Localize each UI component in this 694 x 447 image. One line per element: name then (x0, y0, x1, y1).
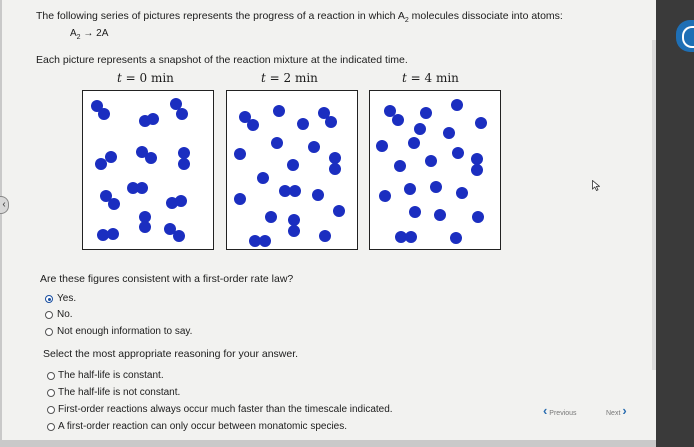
option-half-life-constant-label[interactable]: The half-life is constant. (58, 370, 164, 381)
next-button[interactable]: Next › (606, 403, 627, 418)
option-no-label[interactable]: No. (57, 309, 73, 320)
right-gutter (656, 0, 694, 447)
snapshot-note: Each picture represents a snapshot of the reaction mixture at the indicated time. (36, 54, 408, 66)
option-not-enough-info-label[interactable]: Not enough information to say. (57, 326, 193, 337)
time-label-0: t = 0 min (117, 71, 174, 85)
radio-no[interactable] (45, 311, 53, 319)
arc-icon (682, 26, 694, 48)
question-intro: The following series of pictures represents the progress of a reaction in which $A_2$ molecules dissociate into atoms: (36, 10, 563, 25)
radio-yes[interactable] (45, 295, 53, 303)
molecule-drawing-t4 (370, 91, 500, 249)
option-yes-label[interactable]: Yes. (57, 293, 77, 304)
radio-half-life-not-constant[interactable] (47, 389, 55, 397)
molecule-drawing-t0 (83, 91, 213, 249)
option-half-life-not-constant-label[interactable]: The half-life is not constant. (58, 387, 181, 398)
time-label-2: t = 2 min (261, 71, 318, 85)
previous-button[interactable]: ‹ Previous (543, 403, 577, 418)
question1-prompt: Are these figures consistent with a first-order rate law? (40, 273, 294, 285)
chevron-left-icon: ‹ (543, 403, 548, 418)
snapshot-panel-t4 (369, 90, 501, 250)
snapshot-panel-t0 (82, 90, 214, 250)
side-tab-button[interactable] (676, 20, 694, 52)
radio-faster-timescale[interactable] (47, 406, 55, 414)
cursor-icon (592, 180, 600, 191)
radio-half-life-constant[interactable] (47, 372, 55, 380)
radio-monatomic[interactable] (47, 423, 55, 431)
reaction-equation: $A_2 \to 2A$ (70, 28, 109, 41)
molecule-drawing-t2 (227, 91, 357, 249)
option-faster-timescale-label[interactable]: First-order reactions always occur much faster than the timescale indicated. (58, 404, 393, 415)
question2-prompt: Select the most appropriate reasoning for your answer. (43, 348, 299, 360)
snapshot-panel-t2 (226, 90, 358, 250)
radio-not-enough-info[interactable] (45, 328, 53, 336)
chevron-right-icon: › (622, 403, 627, 418)
chevron-left-icon[interactable]: ‹ (0, 196, 9, 214)
option-monatomic-label[interactable]: A first-order reaction can only occur between monatomic species. (58, 421, 348, 432)
time-label-4: t = 4 min (402, 71, 459, 85)
